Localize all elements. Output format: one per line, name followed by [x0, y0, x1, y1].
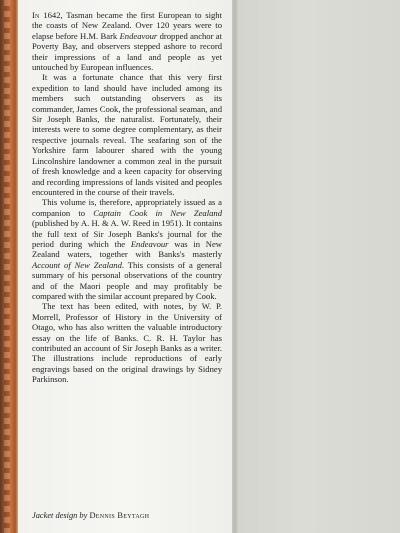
paragraph-4: The text has been edited, with notes, by W. P. Morrell, Professor of History in the University of Otago, who has also written the valuable introductory essay on the life of Banks. C. R. H. Taylor has contributed an account of Sir Joseph Banks as a writer. The illustrations include reproductions of early engravings based on the original drawings by Sidney Parkinson. [32, 301, 222, 385]
paragraph-1-text: 1642, Tasman became the first European to sight the coasts of New Zealand. Over 120 years were to elapse before H.M. Bark [32, 10, 222, 41]
paragraph-2: It was a fortunate chance that this very first expedition to land should have included among its members such outstanding observers as its commander, James Cook, the professional seaman, and Sir Joseph Banks, the naturalist. Fortunately, their interests were to some degree complementary, as their respective journals reveal. The seafaring son of the Yorkshire farm labourer shared with the young Lincolnshire landowner a common zeal in the pursuit of fresh knowledge and a keen capacity for observing and recording impressions of lands visited and peoples encountered in the course of their travels. [32, 72, 222, 197]
drop-lead: In [32, 10, 40, 20]
credit-name: Dennis Beytagh [89, 511, 150, 520]
paragraph-3-c: was in New Zealand waters, together with Banks's masterly [32, 238, 222, 260]
credit-label: Jacket design by [32, 511, 90, 520]
paragraph-3 [32, 197, 222, 301]
cover-edge [0, 0, 18, 533]
paragraph-3-a: This volume is, therefore, appropriately issued as a companion to [32, 197, 222, 218]
ship-name-2: Endeavour [130, 238, 169, 249]
paragraph-3-d: . This consists of a general summary of his personal observations of the country and of the Maori people and may profitably be compared with the similar account prepared by Cook. [32, 259, 222, 301]
back-cover [238, 0, 400, 533]
account-title: Account of New Zealand [32, 259, 122, 270]
ship-name: Endeavour [119, 30, 158, 41]
paragraph-1-rest: dropped anchor at Poverty Bay, and observers stepped ashore to record their impressions of a land and people as yet untouched by European influences. [32, 30, 222, 73]
paragraph-1 [32, 10, 222, 72]
jacket-credit [32, 511, 232, 520]
paragraph-3-b: (published by A. H. & A. W. Reed in 1951). It contains the full text of Sir Joseph Banks's journal for the period during which the [32, 218, 222, 249]
flap-blurb [32, 10, 222, 385]
book-title: Captain Cook in New Zealand [93, 207, 223, 218]
